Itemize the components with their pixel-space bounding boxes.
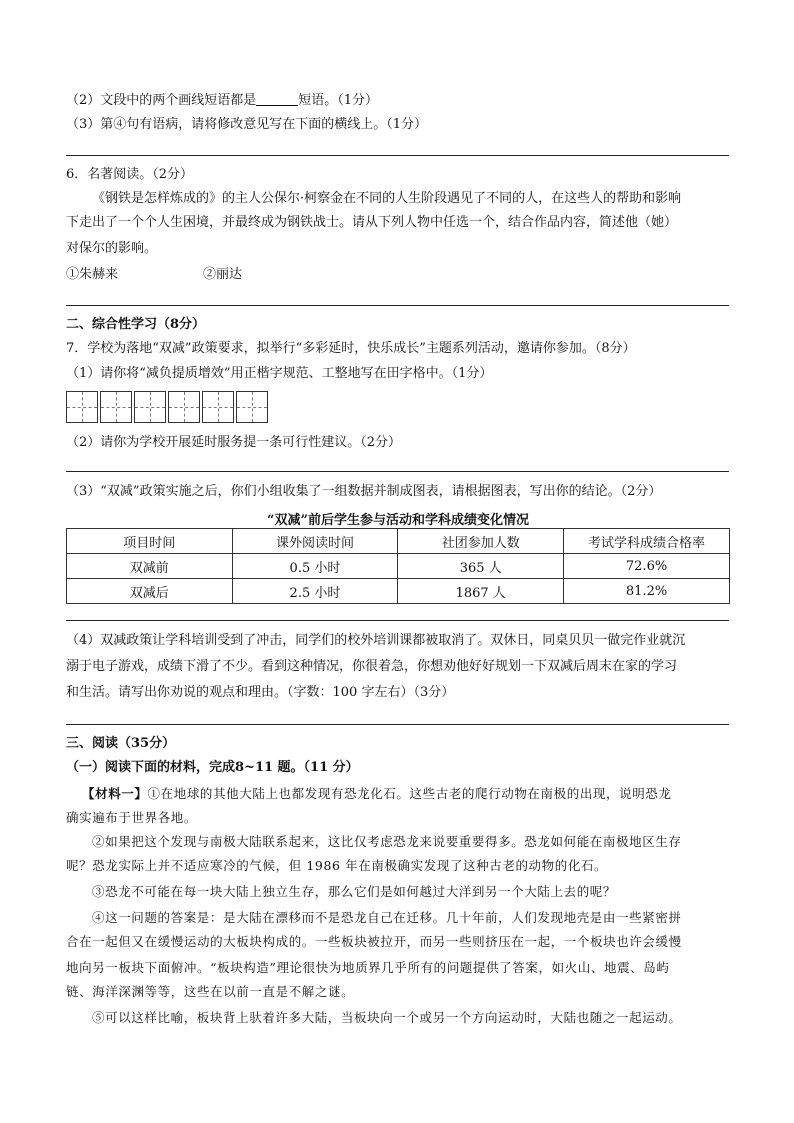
- tianzige-cell[interactable]: [236, 391, 268, 423]
- table-cell: 365 人: [398, 554, 564, 579]
- q5-part2-text: （2）文段中的两个画线短语都是: [66, 93, 257, 108]
- material1-para4-cont2: 地向另一板块下面俯冲。“板块构造”理论很快为地质界几乎所有的问题提供了答案，如火山、地震、岛屿: [66, 960, 670, 975]
- fill-blank[interactable]: [256, 93, 298, 106]
- material1-para2: ②如果把这个发现与南极大陆联系起来，这比仅考虑恐龙来说要重要得多。恐龙如何能在南极地区生存: [92, 834, 682, 849]
- q7-part4-line1: （4）双减政策让学科培训受到了冲击，同学们的校外培训课都被取消了。双休日，同桌贝贝一做完作业就沉: [66, 633, 686, 648]
- section2-heading: 二、综合性学习（8分）: [66, 317, 206, 332]
- q6-options: [66, 266, 730, 284]
- table-cell: 双减前: [67, 554, 233, 579]
- tianzige-cell[interactable]: [168, 391, 200, 423]
- q5-part2-tail: 短语。（1分）: [298, 93, 379, 108]
- table-header: 社团参加人数: [398, 529, 564, 554]
- material1-label: 【材料一】: [82, 786, 148, 801]
- answer-line[interactable]: [66, 620, 729, 621]
- material1-para4-cont3: 链、海洋深渊等等，这些在以前一直是不解之谜。: [66, 984, 355, 999]
- material1-para1-text: ①在地球的其他大陆上也都发现有恐龙化石。这些古老的爬行动物在南极的出现，说明恐龙: [147, 786, 672, 801]
- material1-para1-cont: 确实遍布于世界各地。: [66, 810, 198, 825]
- tianzige-grid[interactable]: [66, 391, 268, 423]
- table-header: 课外阅读时间: [232, 529, 398, 554]
- tianzige-cell[interactable]: [134, 391, 166, 423]
- q7-part3: （3）“双减”政策实施之后，你们小组收集了一组数据并制成图表，请根据图表，写出你的结论。（2分）: [66, 484, 662, 499]
- q6-option-2: ②丽达: [203, 267, 243, 282]
- answer-line[interactable]: [66, 471, 729, 472]
- material1-para5: ⑤可以这样比喻，板块背上驮着许多大陆，当板块向一个或另一个方向运动时，大陆也随之一起运动。: [92, 1010, 682, 1025]
- material1-para4-cont1: 合在一起但又在缓慢运动的大板块构成的。一些板块被拉开，而另一些则挤压在一起，一个板块也许会缓慢: [66, 934, 682, 949]
- table-cell: 双减后: [67, 579, 233, 604]
- table-row: [67, 554, 730, 579]
- q6-body-line3: 对保尔的影响。: [66, 241, 158, 256]
- material1-para2-cont: 呢？恐龙实际上并不适应寒冷的气候，但 1986 年在南极确实发现了这种古老的动物的化石。: [66, 858, 608, 873]
- material1-para3: ③恐龙不可能在每一块大陆上独立生存，那么它们是如何越过大洋到另一个大陆上去的呢？: [92, 884, 617, 899]
- table-cell: 72.6%: [564, 554, 730, 579]
- q7-part4-line3: 和生活。请写出你劝说的观点和理由。（字数：100 字左右）（3分）: [66, 685, 455, 700]
- section3-heading: 三、阅读（35分）: [66, 736, 176, 751]
- table-cell: 0.5 小时: [232, 554, 398, 579]
- q6-title: 6．名著阅读。（2分）: [66, 167, 194, 182]
- q5-part3: （3）第④句有语病，请将修改意见写在下面的横线上。（1分）: [66, 117, 428, 132]
- tianzige-cell[interactable]: [202, 391, 234, 423]
- table-cell: 1867 人: [398, 579, 564, 604]
- material1-para1: [82, 785, 746, 803]
- q7-part2: （2）请你为学校开展延时服务提一条可行性建议。（2分）: [66, 435, 402, 450]
- q6-option-1: ①朱赫来: [66, 267, 119, 282]
- answer-line[interactable]: [66, 724, 729, 725]
- tianzige-cell[interactable]: [66, 391, 98, 423]
- answer-line[interactable]: [66, 155, 729, 156]
- q7-part4-line2: 溺于电子游戏，成绩下滑了不少。看到这种情况，你很着急，你想劝他好好规划一下双减后周末在家的学习: [66, 659, 678, 674]
- q6-body-line2: 下走出了一个个人生困境，并最终成为钢铁战士。请从下列人物中任选一个，结合作品内容，简述他（她）: [66, 215, 678, 230]
- table-header: 考试学科成绩合格率: [564, 529, 730, 554]
- q7-part1: （1）请你将“减负提质增效”用正楷字规范、工整地写在田字格中。（1分）: [66, 366, 493, 381]
- q7-prompt: 7．学校为落地“双减”政策要求，拟举行“多彩延时，快乐成长”主题系列活动，邀请你参加。（8分）: [66, 341, 636, 356]
- table-title: “双减”前后学生参与活动和学科成绩变化情况: [267, 513, 529, 528]
- table-header: 项目时间: [67, 529, 233, 554]
- q5-part2: [66, 92, 730, 110]
- tianzige-cell[interactable]: [100, 391, 132, 423]
- material1-para4: ④这一问题的答案是：是大陆在漂移而不是恐龙自己在迁移。几十年前，人们发现地壳是由一些紧密拼: [92, 910, 682, 925]
- answer-line[interactable]: [66, 305, 729, 306]
- table-header-row: [67, 529, 730, 554]
- table-row: [67, 579, 730, 604]
- section3-subheading: （一）阅读下面的材料，完成8~11 题。（11 分）: [66, 760, 359, 775]
- q6-body-line1: 《钢铁是怎样炼成的》的主人公保尔·柯察金在不同的人生阶段遇见了不同的人，在这些人的帮助和影响: [92, 191, 682, 206]
- table-cell: 81.2%: [564, 579, 730, 604]
- data-table: [66, 528, 730, 604]
- table-cell: 2.5 小时: [232, 579, 398, 604]
